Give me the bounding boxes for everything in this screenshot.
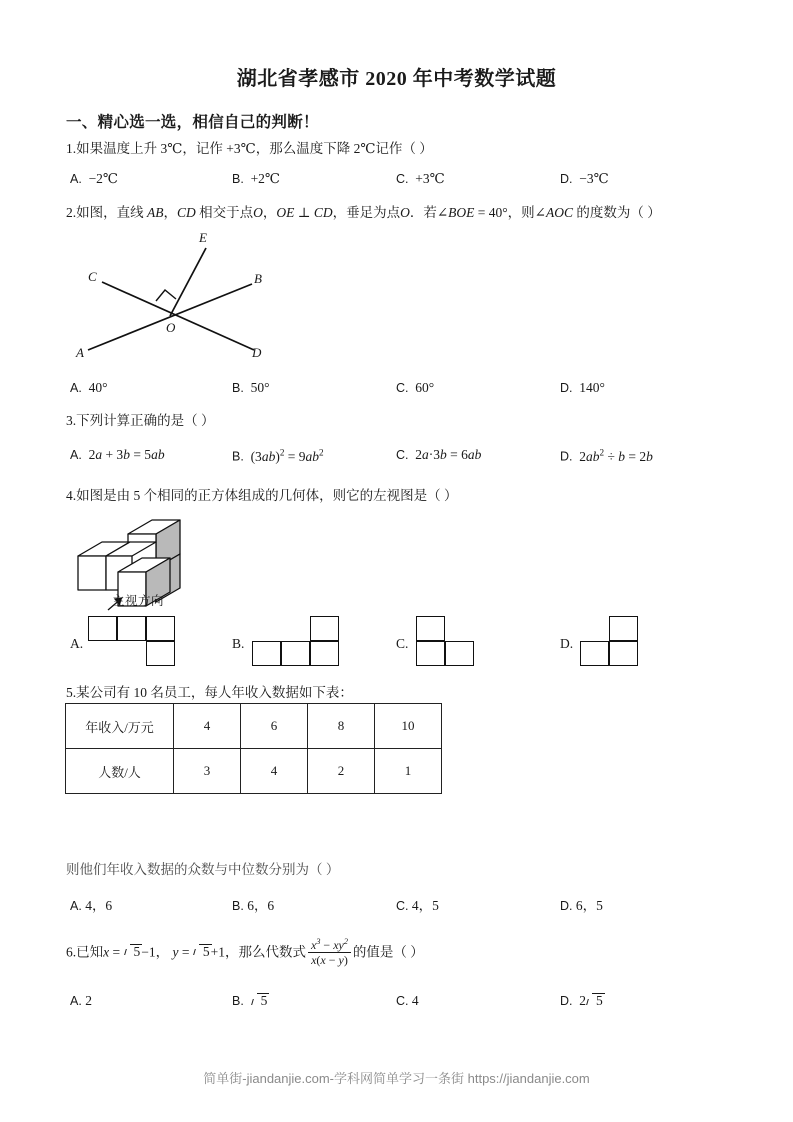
grid-cell (580, 641, 609, 666)
option-1-c[interactable]: C. +3℃ (396, 171, 445, 186)
table-cell: 1 (375, 749, 442, 794)
table-row-header: 人数/人 (66, 749, 174, 794)
grid-cell (146, 616, 175, 641)
income-table (65, 703, 442, 794)
option-6-b[interactable]: B. 5 (232, 993, 268, 1008)
table-cell: 10 (375, 704, 442, 749)
grid-cell (416, 616, 445, 641)
option-4-b-label[interactable]: B. (232, 636, 245, 651)
front-view-caption: 主视方向 (112, 594, 165, 608)
question-2-options (0, 380, 793, 402)
option-6-a[interactable]: A. 2 (70, 993, 92, 1008)
grid-cell (310, 616, 339, 641)
table-cell: 6 (241, 704, 308, 749)
geo-label-O: O (166, 320, 176, 335)
table-row (66, 749, 442, 794)
option-5-d[interactable]: D. 6，5 (560, 898, 603, 913)
option-4-d-shape[interactable] (580, 616, 640, 668)
option-1-a[interactable]: A. −2℃ (70, 171, 119, 186)
question-4-stem: 4.如图是由 5 个相同的正方体组成的几何体，则它的左视图是（ ） (66, 488, 458, 503)
grid-cell (416, 641, 445, 666)
option-3-c[interactable]: C. 2a·3b = 6ab (396, 447, 482, 462)
option-2-a[interactable]: A. 40° (70, 380, 108, 395)
section-heading: 一、精心选一选，相信自己的判断！ (66, 114, 319, 131)
grid-cell (445, 641, 474, 666)
question-6-options (0, 993, 793, 1015)
option-4-a-label[interactable]: A. (70, 636, 84, 651)
geo-label-B: B (254, 271, 262, 286)
option-4-a-shape[interactable] (88, 616, 178, 668)
grid-cell (609, 616, 638, 641)
grid-cell (252, 641, 281, 666)
option-5-b[interactable]: B. 6，6 (232, 898, 275, 913)
grid-cell (117, 616, 146, 641)
option-3-b[interactable]: B. $(3ab)^2 = 9ab^2$ (232, 447, 324, 464)
option-1-d[interactable]: D. −3℃ (560, 171, 609, 186)
question-6-stem: 6.已知x = 5−1， y = 5+1，那么代数式 $\frac{x^3 - xy^2}{x(x - y)}$ 的值是（ ） (66, 937, 424, 968)
footer-watermark: 简单街-jiandanjie.com-学科网简单学习一条街 https://jiandanjie.com (203, 1071, 590, 1086)
geo-label-C: C (88, 269, 97, 284)
option-6-d[interactable]: D. 2 5 (560, 993, 603, 1008)
table-cell: 4 (174, 704, 241, 749)
table-row-header: 年收入/万元 (66, 704, 174, 749)
table-row (66, 704, 442, 749)
question-1-stem: 1.如果温度上升 3℃，记作 +3℃，那么温度下降 2℃记作（ ） (66, 141, 433, 156)
grid-cell (146, 641, 175, 666)
option-3-a[interactable]: A. 2a + 3b = 5ab (70, 447, 165, 462)
intersecting-lines-figure (66, 228, 316, 368)
question-3-stem: 3.下列计算正确的是（ ） (66, 413, 215, 428)
option-2-c[interactable]: C. 60° (396, 380, 435, 395)
table-cell: 2 (308, 749, 375, 794)
option-5-a[interactable]: A. 4，6 (70, 898, 113, 913)
table-cell: 3 (174, 749, 241, 794)
grid-cell (281, 641, 310, 666)
option-2-b[interactable]: B. 50° (232, 380, 270, 395)
question-5-options (0, 894, 793, 916)
option-2-d[interactable]: D. 140° (560, 380, 605, 395)
option-4-d-label[interactable]: D. (560, 636, 574, 651)
table-cell: 4 (241, 749, 308, 794)
page-title: 湖北省孝感市 2020 年中考数学试题 (236, 68, 557, 90)
option-1-b[interactable]: B. +2℃ (232, 171, 281, 186)
question-1-options (0, 171, 793, 193)
grid-cell (609, 641, 638, 666)
geo-label-E: E (199, 230, 207, 245)
option-4-b-shape[interactable] (252, 616, 342, 668)
table-cell: 8 (308, 704, 375, 749)
question-5-stem: 5.某公司有 10 名员工，每人年收入数据如下表： (66, 685, 353, 700)
option-4-c-label[interactable]: C. (396, 636, 409, 651)
question-5-stem-continued: 则他们年收入数据的众数与中位数分别为（ ） (66, 862, 340, 877)
option-5-c[interactable]: C. 4，5 (396, 898, 439, 913)
option-4-c-shape[interactable] (416, 616, 476, 668)
option-6-c[interactable]: C. 4 (396, 993, 419, 1008)
geo-label-A: A (76, 345, 84, 360)
question-3-options (0, 447, 793, 469)
grid-cell (88, 616, 117, 641)
geometry-svg (66, 228, 316, 368)
question-2-stem: 2.如图，直线 AB，CD 相交于点O，OE ⊥ CD，垂足为点O．若∠BOE = 40°，则∠AOC 的度数为（ ） (66, 205, 661, 220)
geo-label-D: D (252, 345, 262, 360)
option-3-d[interactable]: D. $2ab^2 \div b = 2b$ (560, 447, 653, 464)
fraction: $\frac{x^3 - xy^2}{x(x - y)}$ (308, 937, 351, 967)
grid-cell (310, 641, 339, 666)
